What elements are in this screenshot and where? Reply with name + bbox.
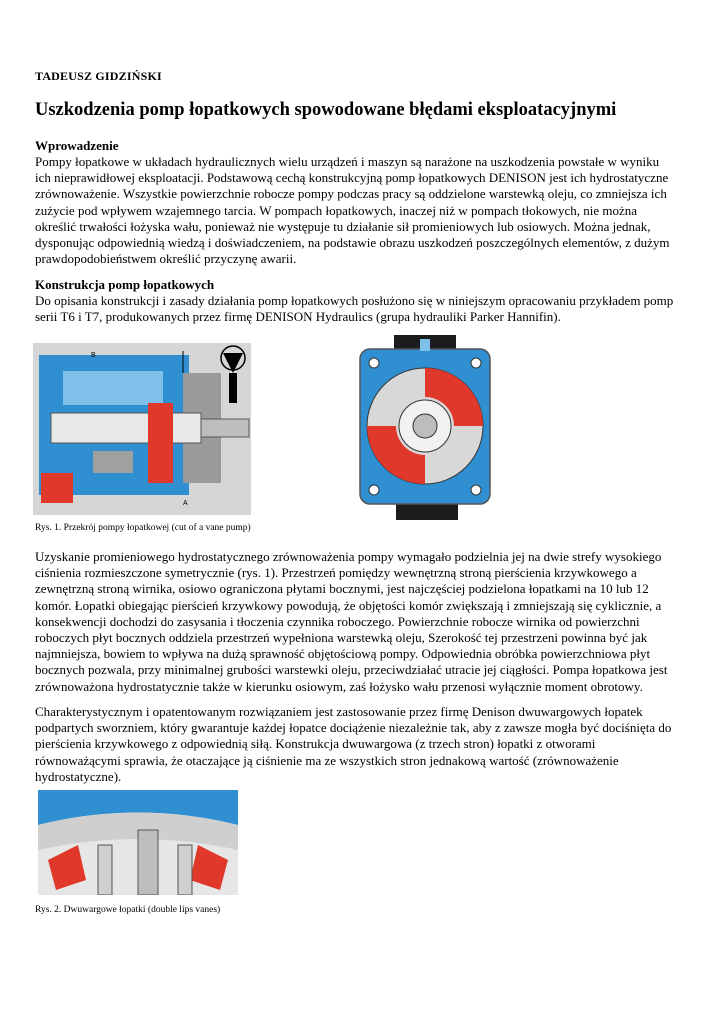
section-heading-construction: Konstrukcja pomp łopatkowych: [35, 277, 215, 292]
body-paragraph-2: Charakterystycznym i opatentowanym rozwiązaniem jest zastosowanie przez firmę Denison dwuwargowych łopatek podpartych sworzniem, który gwarantuje każdej łopatce dociążenie niezależnie tak, aby z zawsze mogła być dociśnięta do pierścienia krzywkowego z odpowiednią siłą. Konstrukcja dwuwargowa (z trzech stron) łopatki z otworami równoważącymi sprawia, że otaczające ją ciśnienie ma ze wszystkich stron jednakową wartość (zrównoważenie hydrostatyczne).: [35, 704, 672, 784]
port-b-label: B: [91, 352, 96, 359]
body-paragraph-1: Uzyskanie promieniowego hydrostatycznego zrównoważenia pompy wymagało podzielnia jej na dwie strefy wysokiego ciśnienia rozmieszczone symetrycznie (rys. 1). Przestrzeń pomiędzy wewnętrzną stroną pierścienia krzywkowego a zewnętrzną stroną wirnika, osiowo ograniczona płytami bocznymi, jest najczęściej podzielona łopatkami na 10 lub 12 komór. Łopatki obiegając pierścień krzywkowy powodują, że objętości komór zwiększają i zmniejszają się cyklicznie, a konsekwencji dochodzi do zasysania i tłoczenia czynnika roboczego. Powierzchnie robocze wirnika od powierzchni roboczych płyt bocznych oddziela przestrzeń wypełniona warstewką oleju, Szerokość tej przestrzeni powinna być jak najmniejsza, bowiem to wpływa na dużą sprawność objętościową pompy. Odpowiednia obróbka powierzchniowa płyt bocznych pozwala, przy minimalnej grubości warstewki oleju, przeciwdziałać utracie jej ciągłości. Pompa łopatkowa jest zrównoważona hydrostatycznie także w kierunku osiowym, zaś łożysko wału przenosi wyłącznie moment obrotowy.: [35, 549, 668, 694]
pump-cross-section-figure: [33, 343, 251, 515]
section-heading-intro: Wprowadzenie: [35, 138, 119, 153]
figure2-caption: Rys. 2. Dwuwargowe łopatki (double lips vanes): [35, 905, 221, 915]
section-text-intro: Pompy łopatkowe w układach hydraulicznych wielu urządzeń i maszyn są narażone na uszkodzenia powstałe w wyniku ich nieprawidłowej eksploatacji. Podstawową cechą konstrukcyjną pomp łopatkowych DENISON jest ich hydrostatyczne zrównoważenie. Wszystkie powierzchnie robocze pompy podczas pracy są oddzielone warstewką oleju, co zmniejsza ich zużycie pod wpływem wzajemnego tarcia. W pompach łopatkowych, inaczej niż w pompach tłokowych, nie można określić trwałości łożyska wału, ponieważ nie występuje tu działanie sił promieniowych lub osiowych. Można jednak, dysponując odpowiednią wiedzą i doświadczeniem, na podstawie obrazu uszkodzeń poszczególnych elementów, z dużym prawdopodobieństwem określić przyczynę awarii.: [35, 154, 670, 267]
double-lips-vanes-figure: [38, 790, 238, 895]
pump-front-view-figure: [354, 335, 496, 520]
port-a-label: A: [183, 500, 188, 507]
article-title: Uszkodzenia pomp łopatkowych spowodowane błędami eksploatacyjnymi: [35, 100, 617, 120]
author-name: TADEUSZ GIDZIŃSKI: [35, 69, 162, 83]
section-text-construction: Do opisania konstrukcji i zasady działania pomp łopatkowych posłużono się w niniejszym opracowaniu przykładem pomp serii T6 i T7, produkowanych przez firmę DENISON Hydraulics (grupa hydrauliki Parker Hannifin).: [35, 293, 674, 325]
figure1-caption: Rys. 1. Przekrój pompy łopatkowej (cut of a vane pump): [35, 523, 251, 533]
